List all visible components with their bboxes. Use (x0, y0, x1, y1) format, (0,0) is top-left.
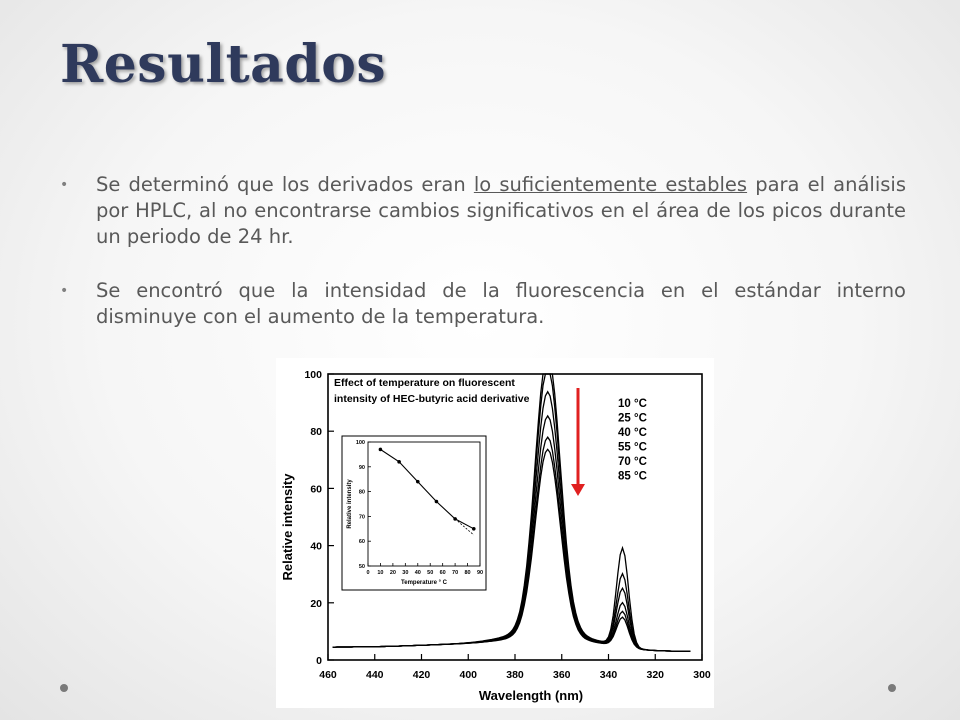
inset-point (416, 480, 420, 484)
bullet-list (60, 172, 906, 358)
bullet-dot-icon: • (60, 177, 69, 193)
trend-arrow-head-icon (571, 484, 585, 496)
inset-y-tick-label: 70 (358, 514, 365, 521)
y-tick-label: 0 (316, 655, 322, 667)
inset-x-tick-label: 60 (439, 570, 446, 576)
y-tick-label: 80 (310, 426, 322, 439)
fluorescence-figure (276, 358, 714, 708)
inset-y-tick-label: 90 (358, 464, 365, 471)
bullet-text: Se encontró que la intensidad de la fluorescencia en el estándar interno disminuye con el aumento de la temperatura. (96, 279, 906, 328)
x-axis-label: Wavelength (nm) (478, 688, 584, 703)
inset-x-tick-label: 30 (402, 570, 409, 576)
y-tick-label: 100 (304, 369, 322, 381)
inset-x-tick-label: 0 (366, 570, 370, 576)
y-axis-label: Relative intensity (280, 473, 295, 581)
bullet-item (60, 172, 906, 250)
inset-y-tick-label: 80 (358, 489, 365, 496)
inset-point (453, 517, 457, 521)
inset-point (379, 448, 383, 452)
y-tick-label: 60 (310, 483, 322, 496)
y-tick-label: 40 (310, 540, 322, 553)
legend-label: 55 °C (618, 441, 647, 454)
inset-x-tick-label: 80 (464, 570, 471, 576)
x-tick-label: 380 (506, 669, 524, 681)
x-tick-label: 440 (365, 669, 384, 681)
nav-dot-right-icon (888, 684, 896, 692)
nav-dot-left-icon (60, 684, 68, 692)
inset-x-tick-label: 20 (389, 570, 396, 576)
y-tick-label: 20 (310, 597, 322, 610)
legend-label: 25 °C (618, 412, 647, 425)
inset-point (435, 500, 439, 504)
inset-y-tick-label: 100 (355, 440, 365, 446)
inset-point (472, 527, 476, 531)
x-tick-label: 320 (646, 669, 665, 681)
x-tick-label: 340 (599, 669, 618, 681)
slide-title: Resultados (60, 34, 387, 95)
chart-title-line: intensity of HEC-butyric acid derivative (334, 393, 530, 405)
chart-title-line: Effect of temperature on fluorescent (334, 377, 515, 389)
x-tick-label: 420 (412, 669, 431, 681)
bullet-text: Se determinó que los derivados eran lo suficientemente estables para el análisis por HPLC, al no encontrarse cambios significativos en el área de los picos durante un periodo de 24 hr. (96, 173, 906, 248)
inset-y-axis-label: Relative intensity (347, 479, 353, 529)
inset-x-tick-label: 70 (452, 570, 459, 576)
x-tick-label: 300 (693, 669, 711, 681)
x-tick-label: 360 (552, 669, 571, 681)
legend-label: 70 °C (618, 456, 647, 468)
bullet-dot-icon: • (60, 283, 69, 299)
legend-label: 40 °C (618, 427, 647, 439)
bullet-item (60, 278, 906, 330)
legend-label: 10 °C (618, 398, 647, 410)
inset-x-axis-label: Temperature ° C (401, 580, 447, 586)
legend-label: 85 °C (618, 470, 647, 483)
inset-x-tick-label: 90 (476, 570, 484, 576)
x-tick-label: 400 (459, 669, 478, 681)
inset-y-tick-label: 60 (358, 539, 365, 546)
inset-x-tick-label: 10 (377, 570, 384, 576)
inset-point (397, 460, 401, 464)
inset-x-tick-label: 40 (414, 570, 421, 576)
x-tick-label: 460 (319, 669, 337, 681)
inset-x-tick-label: 50 (427, 570, 434, 576)
inset-y-tick-label: 50 (358, 564, 365, 570)
fluorescence-chart (276, 358, 714, 708)
